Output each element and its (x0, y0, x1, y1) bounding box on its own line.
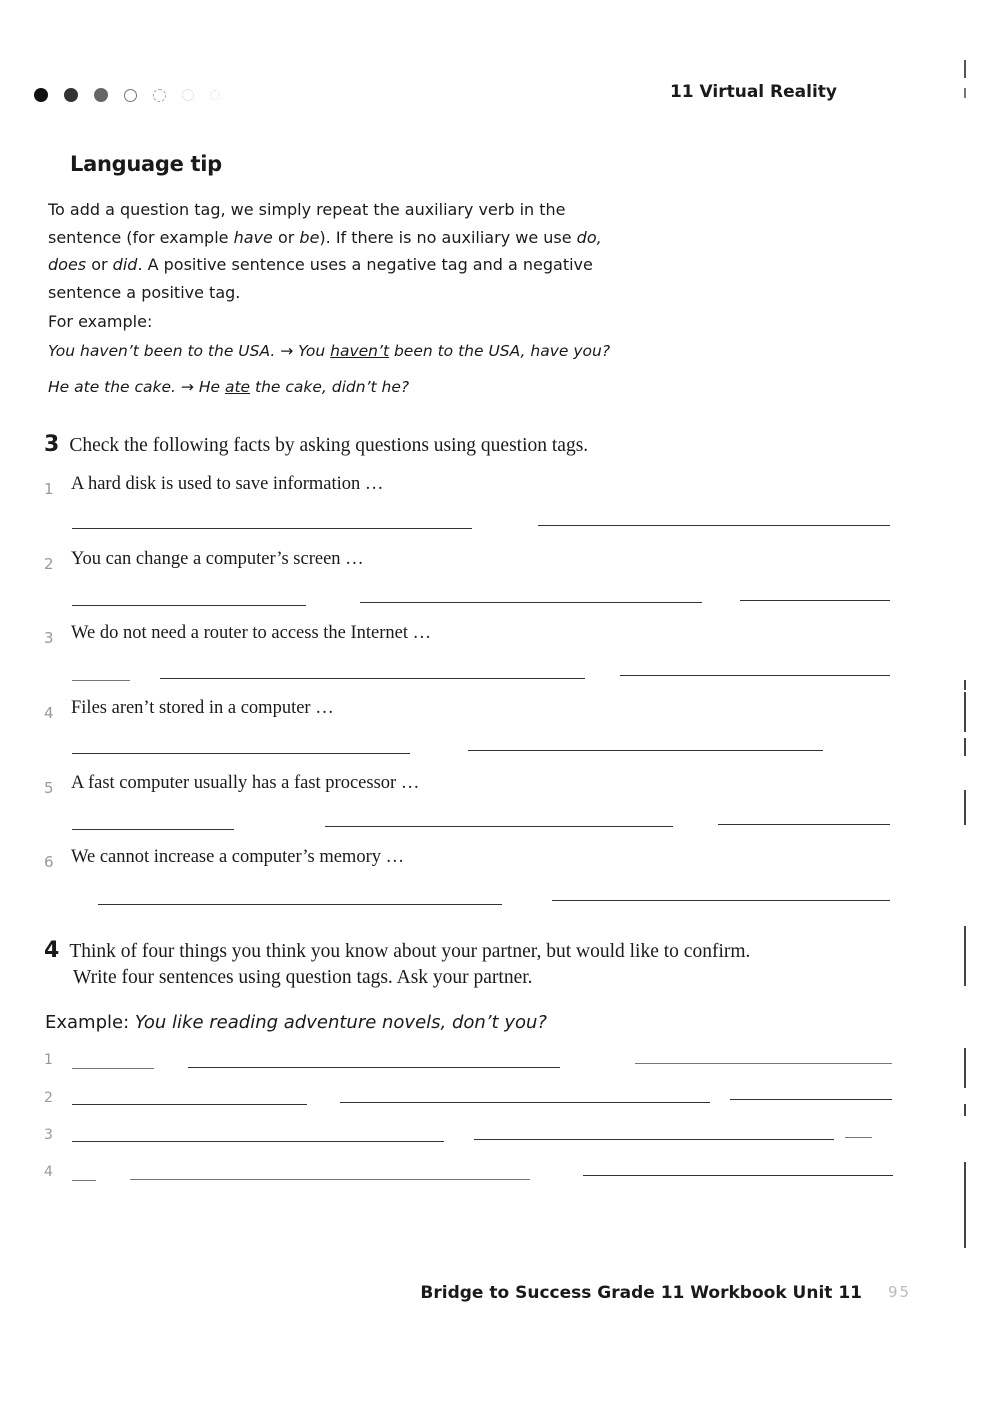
answer-line[interactable] (718, 824, 890, 825)
footer-title: Bridge to Success Grade 11 Workbook Unit 11 (420, 1283, 862, 1303)
tip-example: You haven’t been to the USA. → You haven’t been to the USA, have you? (48, 342, 611, 360)
exercise-4-heading (44, 938, 904, 989)
answer-line[interactable] (72, 528, 472, 529)
dot-icon (64, 88, 78, 102)
line-number: 1 (44, 1052, 53, 1068)
tip-example: He ate the cake. → He ate the cake, didn’t he? (48, 378, 410, 396)
unit-title: 11 Virtual Reality (669, 82, 837, 102)
answer-line[interactable] (188, 1067, 560, 1068)
item-number: 2 (44, 555, 54, 573)
item-number: 1 (44, 480, 54, 498)
answer-line[interactable] (72, 1180, 96, 1181)
line-number: 4 (44, 1164, 53, 1180)
dot-icon (34, 88, 48, 102)
exercise-item: A fast computer usually has a fast processor … (71, 773, 420, 793)
scan-mark (964, 738, 966, 756)
exercise-instruction: Check the following facts by asking questions using question tags. (69, 435, 589, 456)
answer-line[interactable] (583, 1175, 893, 1176)
answer-line[interactable] (72, 1104, 307, 1105)
item-number: 6 (44, 853, 54, 871)
exercise-item: A hard disk is used to save information … (71, 474, 384, 494)
scan-mark (964, 60, 966, 78)
exercise-item: Files aren’t stored in a computer … (71, 698, 334, 718)
scan-mark (964, 1048, 966, 1088)
language-tip-heading: Language tip (70, 152, 222, 176)
scan-mark (964, 88, 966, 98)
exercise-instruction: Write four sentences using question tags. Ask your partner. (73, 967, 533, 988)
answer-line[interactable] (620, 675, 890, 676)
exercise-3-heading (44, 432, 588, 457)
scan-mark (964, 926, 966, 986)
scan-mark (964, 790, 966, 825)
answer-line[interactable] (72, 753, 410, 754)
exercise-item: We cannot increase a computer’s memory … (71, 847, 405, 867)
answer-line[interactable] (360, 602, 702, 603)
language-tip-body (48, 196, 628, 306)
scan-mark (964, 1104, 966, 1116)
answer-line[interactable] (72, 1141, 444, 1142)
dot-icon (153, 89, 166, 102)
answer-line[interactable] (474, 1139, 834, 1140)
tip-line: sentence (for example have or be). If there is no auxiliary we use do, (48, 227, 602, 247)
answer-line[interactable] (130, 1179, 530, 1180)
scan-mark (964, 680, 966, 690)
answer-line[interactable] (98, 904, 502, 905)
answer-line[interactable] (740, 600, 890, 601)
item-number: 4 (44, 704, 54, 722)
dot-icon (210, 90, 220, 100)
item-number: 3 (44, 629, 54, 647)
exercise-instruction: Think of four things you think you know about your partner, but would like to confirm. (69, 941, 751, 962)
tip-line: To add a question tag, we simply repeat the auxiliary verb in the (48, 200, 566, 219)
page-number: 95 (888, 1283, 912, 1301)
answer-line[interactable] (72, 605, 306, 606)
answer-line[interactable] (72, 680, 130, 681)
tip-line: does or did. A positive sentence uses a negative tag and a negative (48, 255, 593, 274)
dot-icon (182, 89, 194, 101)
answer-line[interactable] (635, 1063, 892, 1064)
exercise-item: You can change a computer’s screen … (71, 549, 364, 569)
answer-line[interactable] (325, 826, 673, 827)
dot-icon (124, 89, 137, 102)
exercise-number: 3 (44, 432, 60, 457)
scan-mark (964, 692, 966, 732)
answer-line[interactable] (72, 1068, 154, 1069)
answer-line[interactable] (340, 1102, 710, 1103)
line-number: 2 (44, 1090, 53, 1106)
scan-mark (964, 1162, 966, 1248)
item-number: 5 (44, 779, 54, 797)
exercise-number: 4 (44, 938, 60, 963)
answer-line[interactable] (730, 1099, 892, 1100)
line-number: 3 (44, 1127, 53, 1143)
answer-line[interactable] (845, 1137, 872, 1138)
answer-line[interactable] (468, 750, 823, 751)
answer-line[interactable] (72, 829, 234, 830)
exercise-item: We do not need a router to access the Internet … (71, 623, 432, 643)
for-example-label: For example: (48, 312, 153, 331)
answer-line[interactable] (160, 678, 585, 679)
answer-line[interactable] (552, 900, 890, 901)
tip-line: sentence a positive tag. (48, 282, 241, 302)
progress-dots (34, 88, 220, 102)
example-line: Example: You like reading adventure novels, don’t you? (45, 1012, 547, 1033)
answer-line[interactable] (538, 525, 890, 526)
dot-icon (94, 88, 108, 102)
